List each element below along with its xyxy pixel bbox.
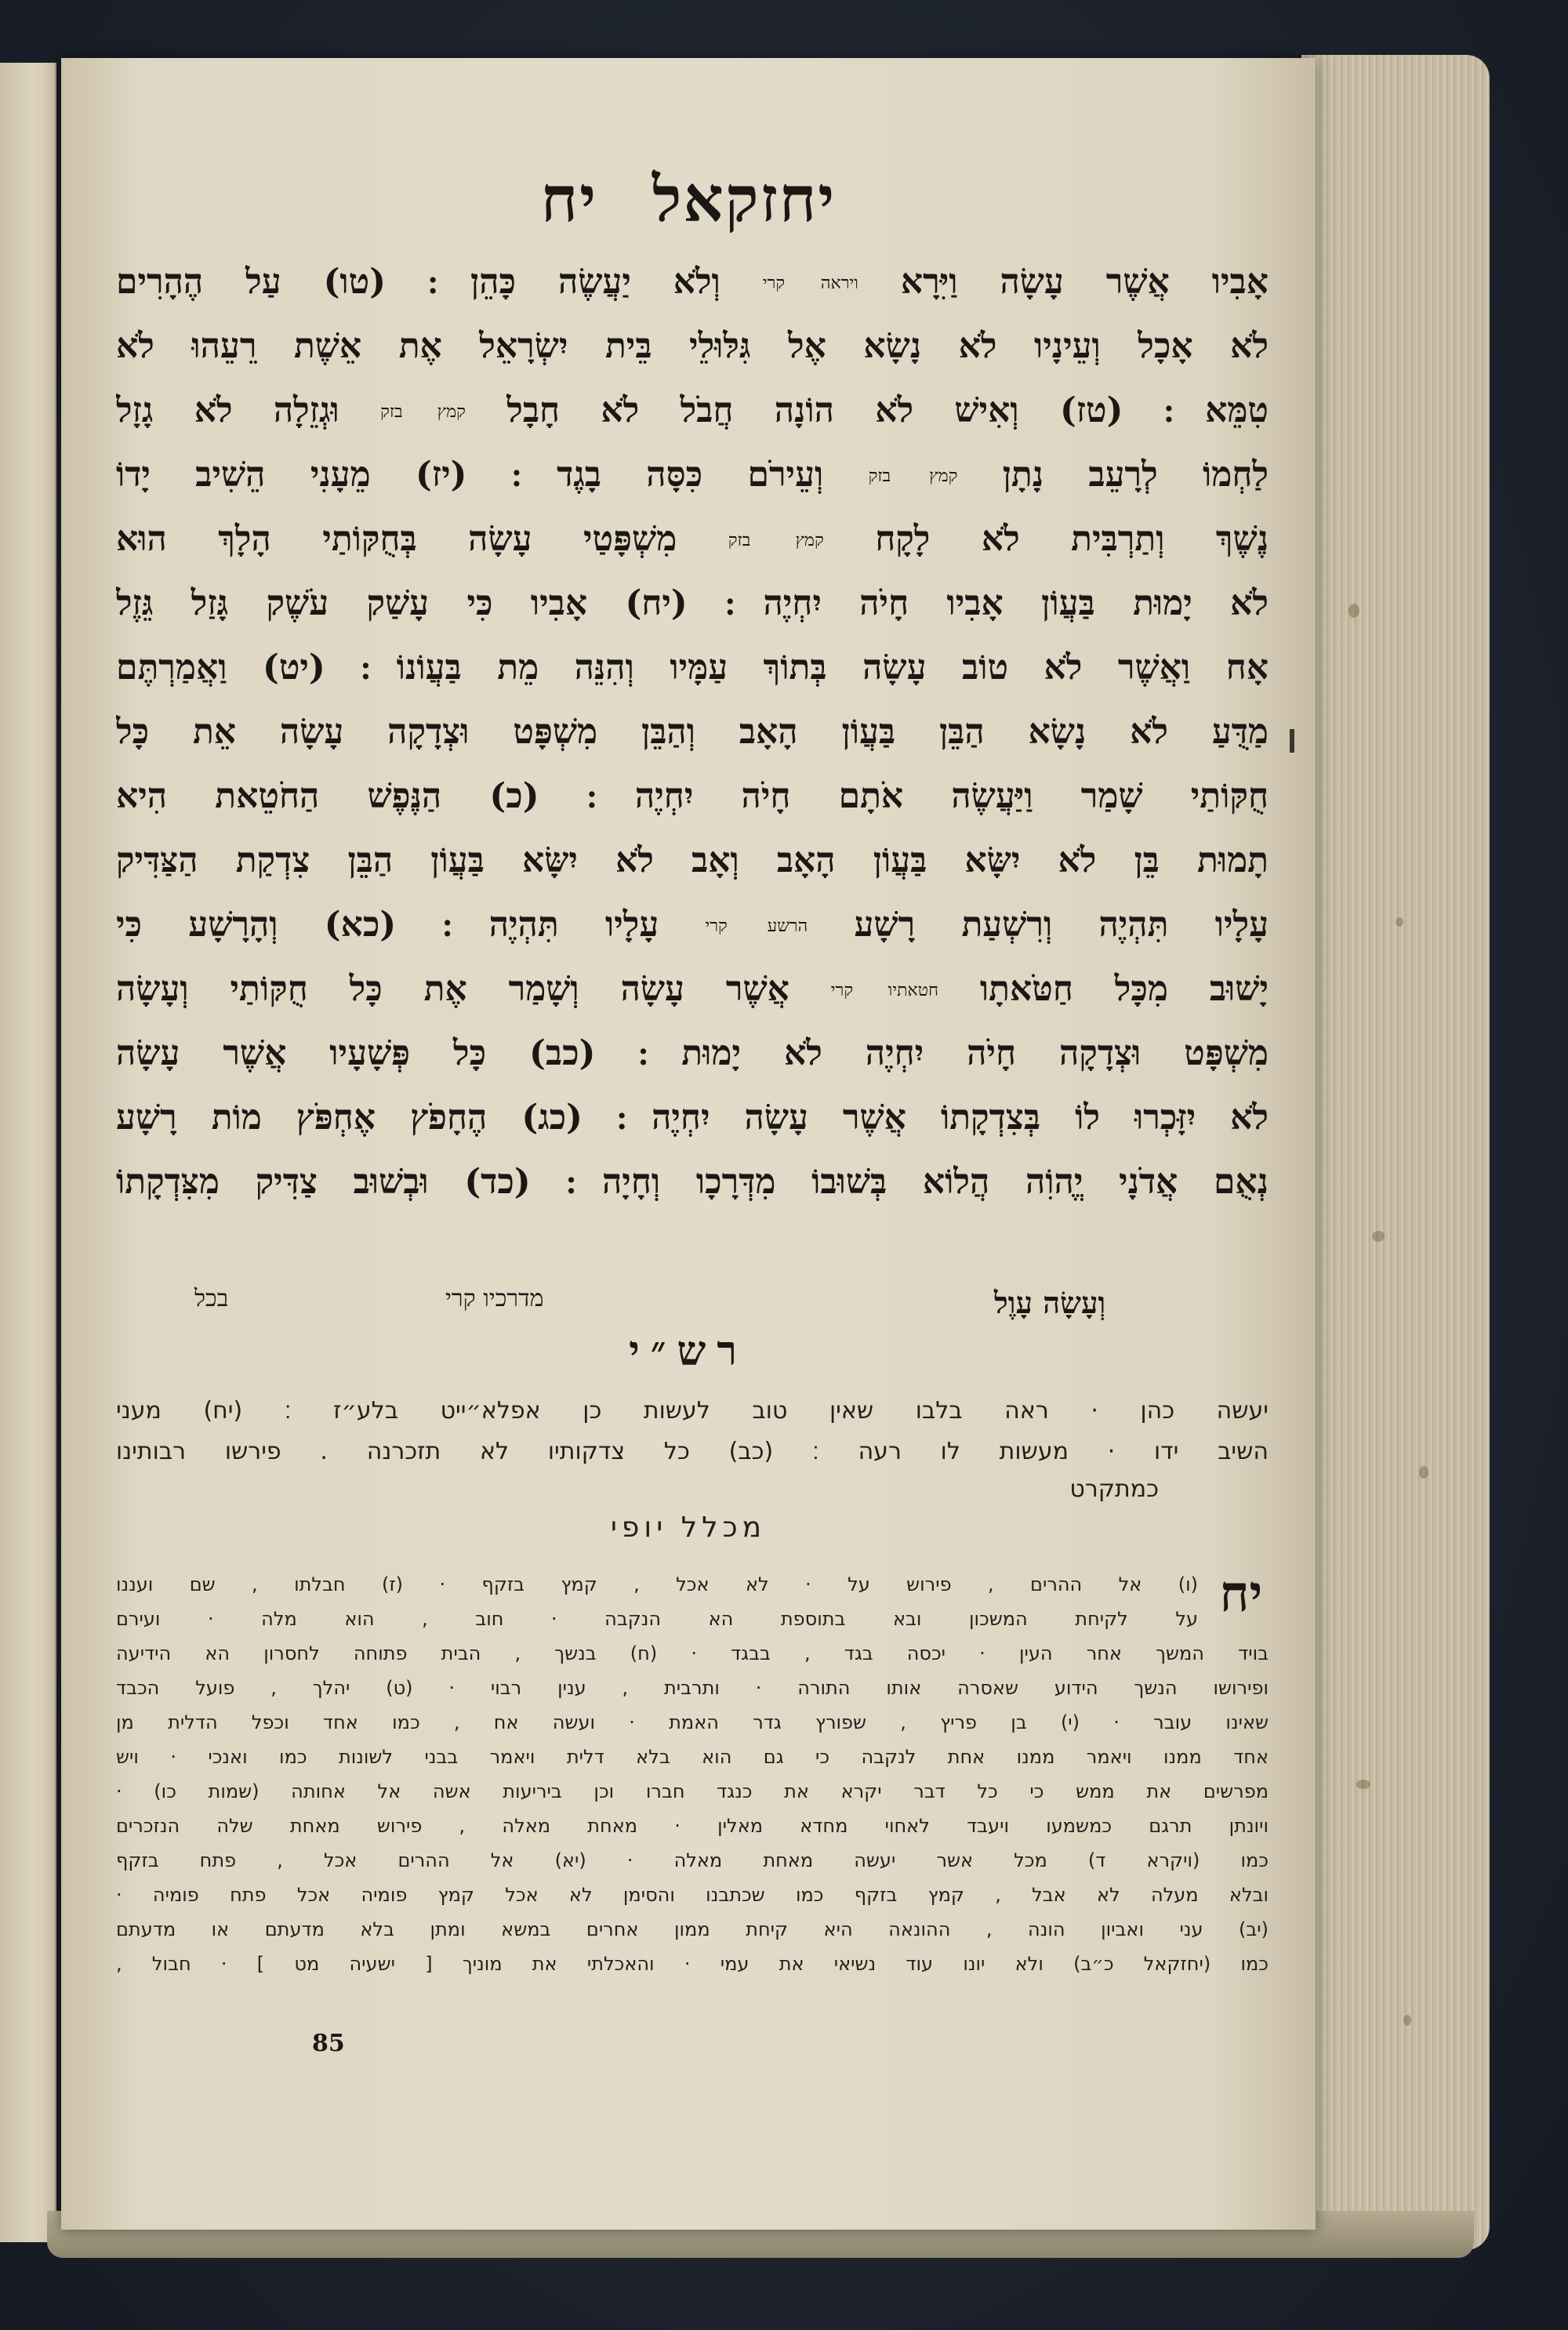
book-page-edges xyxy=(1301,55,1490,2250)
commentary-line: ופירושו הנשך הידוע שאסרה אותו התורה · ותרבית , ענין רבוי · (ט) יהלך , פועל הכבד xyxy=(116,1677,1269,1699)
commentary-line: (ו) אל ההרים , פירוש על · לא אכל , קמץ בזקף · (ז) חבלתו , שם ועננו xyxy=(116,1573,1198,1595)
commentary-line: אחד ממנו ויאמר ממנו אחת לנקבה כי גם הוא בלא דלית ויאמר בבני לשונות כמו ואנכי · ויש xyxy=(116,1746,1269,1768)
book-page xyxy=(61,58,1316,2230)
main-text-line: לַחְמוֹ לְרָעֵב נָתָן קמץ בזק וְעֵירֹם כִּסָּה בָגֶד ׃ (יז) מֵעָנִי הֵשִׁיב יָדוֹ xyxy=(116,455,1269,495)
main-text-line: מַדֻּעַ לֹא נָשָׂא הַבֵּן בַּעֲוֹן הָאָב וְהַבֵּן מִשְׁפָּט וּצְדָקָה עָשָׂה אֵת כָּל xyxy=(116,712,1269,752)
main-text-line: נֶשֶׁךְ וְתַרְבִּית לֹא לָקָח קמץ בזק מִשְׁפָּטַי עָשָׂה בְּחֻקּוֹתַי הָלָךְ הוּא xyxy=(116,519,1269,559)
commentary-line: ובלא מעלה לא אבל , קמץ בזקף כמו שכתבנו והסימן לא אכל קמץ פומיה אכל פתח פומיה · xyxy=(116,1884,1269,1906)
commentary-line: כמו (יחזקאל כ״ב) ולא יונו עוד נשיאי את עמי · והאכלתי את מוניך [ ישעיה מט ] · חבול , xyxy=(116,1953,1269,1975)
commentary-line: ויונתן תרגם כמשמעו ויעבד לאחוי מחדא מאלין · מאחת מאלה , פירוש מאחת שלה הנזכרים xyxy=(116,1815,1269,1837)
catch-bkl-note: בכל xyxy=(194,1285,229,1312)
main-text-line: מִשְׁפָּט וּצְדָקָה חָיֹה יִחְיֶה לֹא יָמוּת ׃ (כב) כָּל פְּשָׁעָיו אֲשֶׁר עָשָׂה xyxy=(116,1033,1269,1073)
main-text-line: תָמוּת בֵּן לֹא יִשָּׂא בַּעֲוֹן הָאָב וְאָב לֹא יִשָּׂא בַּעֲוֹן הַבֵּן צִדְקַת הַצַּדִּיק xyxy=(116,840,1269,880)
commentary-line: כמו (ויקרא ד) מכל אשר יעשה מאחת מאלה · (יא) אל ההרים אכל , פתח בזקף xyxy=(116,1849,1269,1871)
main-text-line: עָלָיו תִּהְיֶה וְרִשְׁעַת רָשָׁע הרשע קרי עָלָיו תִּהְיֶה ׃ (כא) וְהָרָשָׁע כִּי xyxy=(116,905,1269,945)
rashi-line: כמתקרט xyxy=(1069,1475,1159,1503)
qere-note: קמץ בזק xyxy=(728,531,824,550)
running-head xyxy=(61,156,1316,242)
catch-qere-note: מדרכיו קרי xyxy=(445,1285,544,1312)
rashi-line: השיב ידו · מעשות לו רעה ׃ (כב) כל צדקותיו לא תזכרנה . פירשו רבותינו xyxy=(116,1438,1269,1465)
commentary-line: שאינו עובר · (י) בן פריץ , שפורץ גדר האמת · ועשה אח , כמו אחד וכפל הדלית מן xyxy=(116,1711,1269,1733)
commentary-heading: מכלל יופי xyxy=(610,1512,767,1544)
qere-note: הרשע קרי xyxy=(705,916,808,936)
commentary-line: בויד המשך אחר העין · יכסה בגד , בבגד · (ח) בנשך , הבית פתוחה לחסרון הא הידיעה xyxy=(116,1642,1269,1664)
commentary-line: מפרשים את ממש כי כל דבר יקרא את כנגד חברו וכן ביריעות אשה אל אחותה (שמות כו) · xyxy=(116,1780,1269,1802)
main-text-line: נְאֻם אֲדֹנָי יֱהוִֹה הֲלוֹא בְּשׁוּבוֹ מִדְּרָכָו וְחָיָה ׃ (כד) וּבְשׁוּב צַדִּיק מִצִּדְקָתוֹ xyxy=(116,1162,1269,1202)
main-text-line: לֹא יִזָּכְרוּ לוֹ בְּצִדְקָתוֹ אֲשֶׁר עָשָׂה יִחְיֶה ׃ (כג) הֶחָפֹץ אֶחְפֹּץ מוֹת רָשָׁע xyxy=(116,1098,1269,1138)
main-text-line: אָבִיו אֲשֶׁר עָשָׂה וַיִּרָא ויראה קרי וְלֹא יַעֲשֶׂה כָּהֵן ׃ (טו) עַל הֶהָרִים xyxy=(116,262,1269,302)
commentary-line: (יב) עני ואביון הונה , ההונאה היא קיחת ממון אחרים במשא ומתן בלא מדעתם או מדעתם xyxy=(116,1918,1269,1940)
commentary-line: על לקיחת המשכון ובא בתוספת הא הנקבה · חוב , הוא מלה · ועירם xyxy=(116,1608,1198,1630)
rashi-line: יעשה כהן · ראה בלבו שאין טוב לעשות כן אפלא״ייט בלע״ז ׃ (יח) מעני xyxy=(116,1397,1269,1424)
main-text-line: לֹא יָמוּת בַּעֲוֹן אָבִיו חָיֹה יִחְיֶה ׃ (יח) אָבִיו כִּי עָשַׁק עֹשֶׁק גָּזַל גֵּזֶל xyxy=(116,583,1269,623)
main-text-line: לֹא אָכָל וְעֵינָיו לֹא נָשָׂא אֶל גִּלּוּלֵי בֵּית יִשְׂרָאֵל אֶת אֵשֶׁת רֵעֵהוּ לֹא xyxy=(116,326,1269,366)
catchword: וְעָשָׂה עָוֶל xyxy=(994,1285,1106,1320)
qere-note: קמץ בזק xyxy=(380,402,466,422)
qere-note: קמץ בזק xyxy=(868,466,958,486)
main-text-line: טִמֵּא ׃ (טז) וְאִישׁ לֹא הוֹנָה חֲבֹל לֹא חָבָל קמץ בזק וּגְזֵלָה לֹא גָזָל xyxy=(116,390,1269,430)
printer-signature-mark: 85 xyxy=(312,2030,345,2057)
main-text-line: חֻקּוֹתַי שָׁמַר וַיַּעֲשֶׂה אֹתָם חָיֹה יִחְיֶה ׃ (כ) הַנֶּפֶשׁ הַחֹטֵאת הִיא xyxy=(116,776,1269,816)
qere-note: חטאתיו קרי xyxy=(830,981,939,1000)
margin-tick-mark xyxy=(1290,729,1294,753)
main-text-line: יָשׁוּב מִכָּל חַטֹּאתָו חטאתיו קרי אֲשֶׁר עָשָׂה וְשָׁמַר אֶת כָּל חֻקּוֹתַי וְעָשָׂה xyxy=(116,969,1269,1009)
main-text-line: אָח וַאֲשֶׁר לֹא טוֹב עָשָׂה בְּתוֹךְ עַמָּיו וְהִנֵּה מֵת בַּעֲוֹנוֹ ׃ (יט) וַאֲמַרְתֶּם xyxy=(116,648,1269,688)
commentary-chapter-number: יח xyxy=(1219,1565,1263,1624)
qere-note: ויראה קרי xyxy=(762,274,858,293)
rashi-heading: רש״י xyxy=(629,1327,748,1375)
catchword-row xyxy=(116,1277,1269,1324)
running-head-book: יחזקאל xyxy=(652,162,837,236)
running-head-chapter: יח xyxy=(540,162,598,236)
facing-page-edge xyxy=(0,63,56,2242)
